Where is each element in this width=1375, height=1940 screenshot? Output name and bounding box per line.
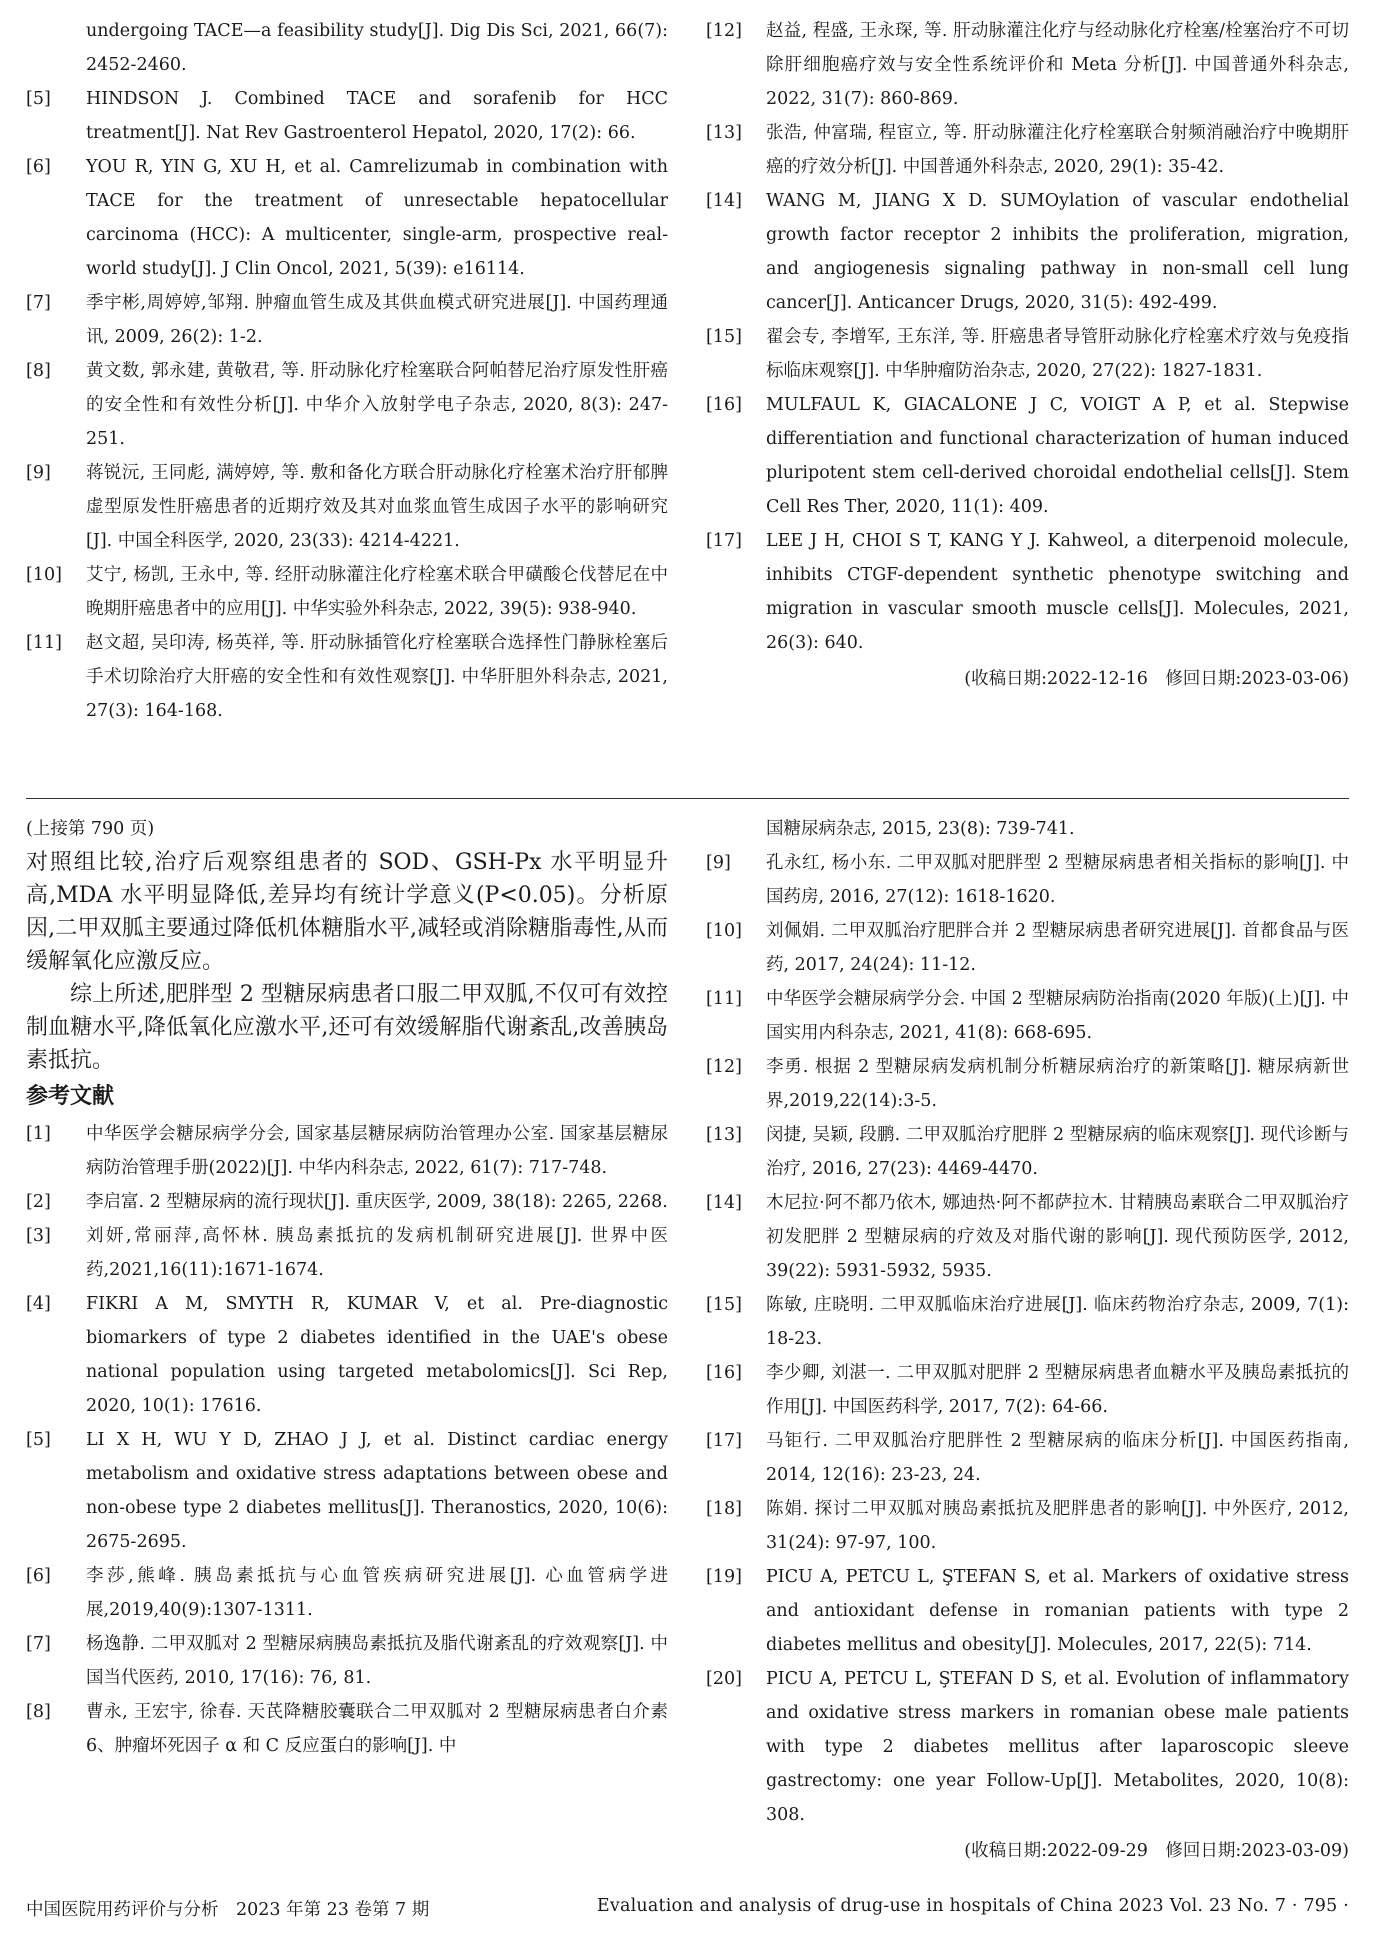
reference-item (706, 1560, 1349, 1662)
reference-text: 赵益, 程盛, 王永琛, 等. 肝动脉灌注化疗与经动脉化疗栓塞/栓塞治疗不可切除肝细胞癌疗效与安全性系统评价和 Meta 分析[J]. 中国普通外科杂志, 2022, 31(7): 860-869. (766, 21, 1349, 109)
reference-item (26, 286, 668, 354)
reference-item (26, 1287, 668, 1423)
conclusion-paragraph: 综上所述,肥胖型 2 型糖尿病患者口服二甲双胍,不仅可有效控制血糖水平,降低氧化应激水平,还可有效缓解脂代谢紊乱,改善胰岛素抵抗。 (26, 982, 668, 1073)
reference-item (26, 1185, 668, 1219)
reference-continuation: 国糖尿病杂志, 2015, 23(8): 739-741. (766, 819, 1075, 839)
reference-number: [20] (706, 1669, 742, 1689)
reference-text: 张浩, 仲富瑞, 程宦立, 等. 肝动脉灌注化疗栓塞联合射频消融治疗中晚期肝癌的疗效分析[J]. 中国普通外科杂志, 2020, 29(1): 35-42. (766, 123, 1349, 177)
reference-text: PICU A, PETCU L, ŞTEFAN D S, et al. Evolution of inflammatory and oxidative stress markers in romanian obese male patients with type 2 diabetes mellitus after laparoscopic sleeve gastrectomy: one year Follow-Up[J]. Metabolites, 2020, 10(8): 308. (766, 1669, 1349, 1825)
reference-item (706, 914, 1349, 982)
reference-text: 孔永红, 杨小东. 二甲双胍对肥胖型 2 型糖尿病患者相关指标的影响[J]. 中国药房, 2016, 27(12): 1618-1620. (766, 853, 1349, 907)
reference-number: [2] (26, 1192, 51, 1212)
reference-number: [11] (26, 633, 62, 653)
reference-number: [4] (26, 1294, 51, 1314)
reference-text: 陈敏, 庄晓明. 二甲双胍临床治疗进展[J]. 临床药物治疗杂志, 2009, 7(1): 18-23. (766, 1295, 1349, 1349)
reference-item (26, 1117, 668, 1185)
reference-number: [8] (26, 1702, 51, 1722)
reference-item (706, 116, 1349, 184)
top-right-column (706, 14, 1349, 696)
reference-item (706, 388, 1349, 524)
reference-item (706, 846, 1349, 914)
reference-number: [14] (706, 1193, 742, 1213)
reference-list (26, 14, 668, 728)
reference-text: 陈娟. 探讨二甲双胍对胰岛素抵抗及肥胖患者的影响[J]. 中外医疗, 2012, 31(24): 97-97, 100. (766, 1499, 1349, 1553)
continued-note: (上接第 790 页) (26, 819, 155, 839)
journal-name-cn: 中国医院用药评价与分析 2023 年第 23 卷第 7 期 (26, 1900, 430, 1920)
reference-number: [6] (26, 1566, 51, 1586)
reference-number: [13] (706, 123, 742, 143)
reference-item (706, 1186, 1349, 1288)
bottom-right-column (706, 812, 1349, 1868)
reference-number: [8] (26, 361, 51, 381)
reference-item (706, 1288, 1349, 1356)
reference-number: [10] (706, 921, 742, 941)
reference-text: 马钜行. 二甲双胍治疗肥胖性 2 型糖尿病的临床分析[J]. 中国医药指南, 2014, 12(16): 23-23, 24. (766, 1431, 1349, 1485)
body-paragraph: 对照组比较,治疗后观察组患者的 SOD、GSH-Px 水平明显升高,MDA 水平明显降低,差异均有统计学意义(P<0.05)。分析原因,二甲双胍主要通过降低机体糖脂水平,减轻或消除糖脂毒性,从而缓解氧化应激反应。 (26, 850, 668, 974)
reference-item (706, 982, 1349, 1050)
reference-number: [5] (26, 89, 51, 109)
reference-number: [15] (706, 1295, 742, 1315)
reference-item (706, 1424, 1349, 1492)
reference-number: [12] (706, 21, 742, 41)
reference-number: [6] (26, 157, 51, 177)
reference-text: 李少卿, 刘湛一. 二甲双胍对肥胖 2 型糖尿病患者血糖水平及胰岛素抵抗的作用[J]. 中国医药科学, 2017, 7(2): 64-66. (766, 1363, 1349, 1417)
reference-text: 艾宁, 杨凯, 王永中, 等. 经肝动脉灌注化疗栓塞术联合甲磺酸仑伐替尼在中晚期肝癌患者中的应用[J]. 中华实验外科杂志, 2022, 39(5): 938-940. (86, 565, 668, 619)
reference-item (26, 1695, 668, 1763)
section-divider (26, 798, 1349, 799)
reference-text: MULFAUL K, GIACALONE J C, VOIGT A P, et al. Stepwise differentiation and functional characterization of human induced pluripotent stem cell-derived choroidal endothelial cells[J]. Stem Cell Res Ther, 2020, 11(1): 409. (766, 395, 1349, 517)
reference-number: [16] (706, 1363, 742, 1383)
reference-item (706, 14, 1349, 116)
reference-text: 李莎,熊峰. 胰岛素抵抗与心血管疾病研究进展[J]. 心血管病学进展,2019,40(9):1307-1311. (86, 1566, 668, 1620)
reference-item (26, 82, 668, 150)
reference-item (706, 524, 1349, 660)
reference-number: [3] (26, 1226, 51, 1246)
reference-number: [16] (706, 395, 742, 415)
reference-text: WANG M, JIANG X D. SUMOylation of vascular endothelial growth factor receptor 2 inhibits the proliferation, migration, and angiogenesis signaling pathway in non-small cell lung cancer[J]. Anticancer Drugs, 2020, 31(5): 492-499. (766, 191, 1349, 313)
reference-item (706, 1050, 1349, 1118)
reference-item (26, 1559, 668, 1627)
reference-number: [9] (26, 463, 51, 483)
reference-number: [7] (26, 293, 51, 313)
reference-text: 中华医学会糖尿病学分会. 中国 2 型糖尿病防治指南(2020 年版)(上)[J]. 中国实用内科杂志, 2021, 41(8): 668-695. (766, 989, 1349, 1043)
reference-number: [12] (706, 1057, 742, 1077)
reference-text: PICU A, PETCU L, ŞTEFAN S, et al. Markers of oxidative stress and antioxidant defense in romanian patients with type 2 diabetes mellitus and obesity[J]. Molecules, 2017, 22(5): 714. (766, 1567, 1349, 1655)
reference-text: FIKRI A M, SMYTH R, KUMAR V, et al. Pre-diagnostic biomarkers of type 2 diabetes identified in the UAE's obese national population using targeted metabolomics[J]. Sci Rep, 2020, 10(1): 17616. (86, 1294, 668, 1416)
reference-item (26, 1423, 668, 1559)
reference-number: [14] (706, 191, 742, 211)
reference-text: 杨逸静. 二甲双胍对 2 型糖尿病胰岛素抵抗及脂代谢紊乱的疗效观察[J]. 中国当代医药, 2010, 17(16): 76, 81. (86, 1634, 668, 1688)
reference-number: [19] (706, 1567, 742, 1587)
reference-text: undergoing TACE—a feasibility study[J]. Dig Dis Sci, 2021, 66(7): 2452-2460. (86, 21, 668, 75)
top-left-column (26, 14, 668, 728)
reference-text: 黄文数, 郭永建, 黄敬君, 等. 肝动脉化疗栓塞联合阿帕替尼治疗原发性肝癌的安全性和有效性分析[J]. 中华介入放射学电子杂志, 2020, 8(3): 247-251. (86, 361, 668, 449)
reference-number: [9] (706, 853, 731, 873)
reference-item (706, 1662, 1349, 1832)
received-date: (收稿日期:2022-12-16 修回日期:2023-03-06) (964, 669, 1349, 689)
reference-text: 木尼拉·阿不都乃依木, 娜迪热·阿不都萨拉木. 甘精胰岛素联合二甲双胍治疗初发肥胖 2 型糖尿病的疗效及对脂代谢的影响[J]. 现代预防医学, 2012, 39(22): 5931-5932, 5935. (766, 1193, 1349, 1281)
reference-item (26, 1627, 668, 1695)
reference-number: [11] (706, 989, 742, 1009)
reference-text: LEE J H, CHOI S T, KANG Y J. Kahweol, a diterpenoid molecule, inhibits CTGF-dependent synthetic phenotype switching and migration in vascular smooth muscle cells[J]. Molecules, 2021, 26(3): 640. (766, 531, 1349, 653)
reference-text: 蒋锐沅, 王同彪, 满婷婷, 等. 敷和备化方联合肝动脉化疗栓塞术治疗肝郁脾虚型原发性肝癌患者的近期疗效及其对血浆血管生成因子水平的影响研究[J]. 中国全科医学, 2020, 23(33): 4214-4221. (86, 463, 668, 551)
references-heading: 参考文献 (26, 1084, 115, 1109)
reference-text: 闵捷, 吴颖, 段鹏. 二甲双胍治疗肥胖 2 型糖尿病的临床观察[J]. 现代诊断与治疗, 2016, 27(23): 4469-4470. (766, 1125, 1349, 1179)
reference-item (706, 1356, 1349, 1424)
reference-item (26, 558, 668, 626)
reference-item (26, 354, 668, 456)
reference-number: [15] (706, 327, 742, 347)
reference-text: 李启富. 2 型糖尿病的流行现状[J]. 重庆医学, 2009, 38(18): 2265, 2268. (86, 1192, 668, 1212)
reference-number: [17] (706, 531, 742, 551)
reference-text: 刘妍,常丽萍,高怀林. 胰岛素抵抗的发病机制研究进展[J]. 世界中医药,2021,16(11):1671-1674. (86, 1226, 668, 1280)
received-date: (收稿日期:2022-09-29 修回日期:2023-03-09) (964, 1841, 1349, 1861)
reference-item (26, 1219, 668, 1287)
reference-text: LI X H, WU Y D, ZHAO J J, et al. Distinct cardiac energy metabolism and oxidative stress adaptations between obese and non-obese type 2 diabetes mellitus[J]. Theranostics, 2020, 10(6): 2675-2695. (86, 1430, 668, 1552)
reference-text: 李勇. 根据 2 型糖尿病发病机制分析糖尿病治疗的新策略[J]. 糖尿病新世界,2019,22(14):3-5. (766, 1057, 1349, 1111)
reference-item (706, 320, 1349, 388)
reference-item (706, 1492, 1349, 1560)
reference-list (706, 14, 1349, 660)
reference-text: 曹永, 王宏宇, 徐春. 天芪降糖胶囊联合二甲双胍对 2 型糖尿病患者白介素 6、肿瘤坏死因子 α 和 C 反应蛋白的影响[J]. 中 (86, 1702, 668, 1756)
reference-text: 赵文超, 吴印涛, 杨英祥, 等. 肝动脉插管化疗栓塞联合选择性门静脉栓塞后手术切除治疗大肝癌的安全性和有效性观察[J]. 中华肝胆外科杂志, 2021, 27(3): 164-168. (86, 633, 668, 721)
reference-number: [10] (26, 565, 62, 585)
reference-item (706, 1118, 1349, 1186)
reference-item (26, 626, 668, 728)
reference-number: [18] (706, 1499, 742, 1519)
reference-text: HINDSON J. Combined TACE and sorafenib for HCC treatment[J]. Nat Rev Gastroenterol Hepatol, 2020, 17(2): 66. (86, 89, 668, 143)
reference-number: [7] (26, 1634, 51, 1654)
reference-item (26, 150, 668, 286)
reference-number: [5] (26, 1430, 51, 1450)
reference-item (26, 456, 668, 558)
reference-number: [13] (706, 1125, 742, 1145)
reference-item (706, 184, 1349, 320)
reference-text: 中华医学会糖尿病学分会, 国家基层糖尿病防治管理办公室. 国家基层糖尿病防治管理手册(2022)[J]. 中华内科杂志, 2022, 61(7): 717-748. (86, 1124, 668, 1178)
page-footer (26, 1896, 1349, 1921)
reference-text: 翟会专, 李增军, 王东洋, 等. 肝癌患者导管肝动脉化疗栓塞术疗效与免疫指标临床观察[J]. 中华肿瘤防治杂志, 2020, 27(22): 1827-1831. (766, 327, 1349, 381)
reference-list (26, 1117, 668, 1763)
reference-text: YOU R, YIN G, XU H, et al. Camrelizumab in combination with TACE for the treatment of unresectable hepatocellular carcinoma (HCC): A multicenter, single-arm, prospective real-world study[J]. J Clin Oncol, 2021, 5(39): e16114. (86, 157, 668, 279)
reference-number: [1] (26, 1124, 51, 1144)
bottom-left-column (26, 812, 668, 1763)
reference-number: [17] (706, 1431, 742, 1451)
journal-name-en: Evaluation and analysis of drug-use in hospitals of China 2023 Vol. 23 No. 7 · 795 · (596, 1896, 1349, 1916)
reference-list (706, 846, 1349, 1832)
reference-text: 季宇彬,周婷婷,邹翔. 肿瘤血管生成及其供血模式研究进展[J]. 中国药理通讯, 2009, 26(2): 1-2. (86, 293, 668, 347)
reference-text: 刘佩娟. 二甲双胍治疗肥胖合并 2 型糖尿病患者研究进展[J]. 首都食品与医药, 2017, 24(24): 11-12. (766, 921, 1349, 975)
reference-item (26, 14, 668, 82)
